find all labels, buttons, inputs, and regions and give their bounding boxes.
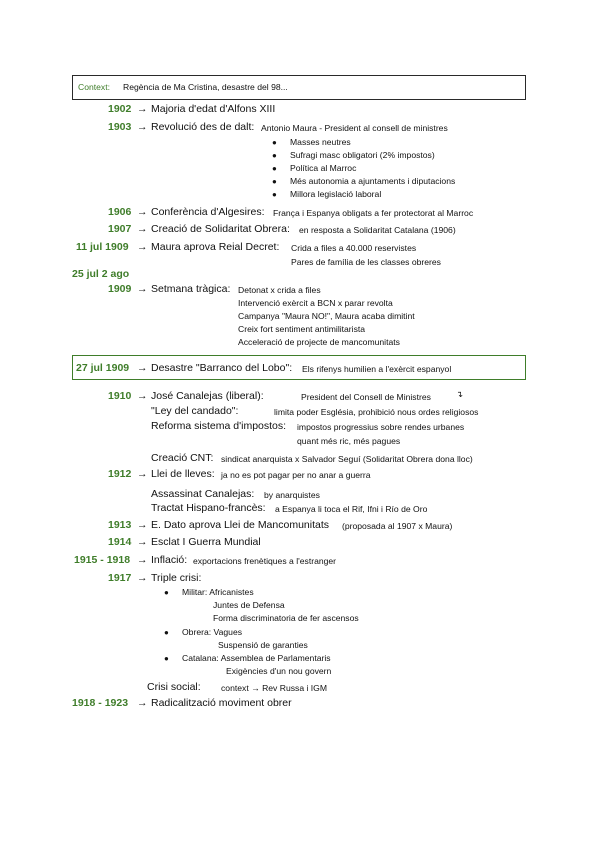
event-heading: Tractat Hispano-francès: xyxy=(151,502,266,514)
event-detail: França i Espanya obligats a fer protectorat al Marroc xyxy=(273,208,474,218)
year-1918-1923: 1918 - 1923 xyxy=(72,697,129,709)
year-11-jul-1909: 11 jul 1909 xyxy=(76,241,129,253)
list-item: Masses neutres xyxy=(290,137,351,147)
year-1914: 1914 xyxy=(108,536,132,548)
event-heading: Llei de lleves: xyxy=(151,468,215,480)
event-detail: en resposta a Solidaritat Catalana (1906) xyxy=(299,225,456,235)
event-heading: Assassinat Canalejas: xyxy=(151,488,255,500)
year-1903: 1903 xyxy=(108,121,132,133)
event-detail: ja no es pot pagar per no anar a guerra xyxy=(221,470,371,480)
crisis-detail: Suspensió de garanties xyxy=(218,640,308,650)
bullet-icon: ● xyxy=(272,151,277,160)
event-detail: a Espanya li toca el Rif, Ifni i Río de Oro xyxy=(275,504,428,514)
year-27-jul-1909: 27 jul 1909 xyxy=(76,362,130,374)
arrow-icon: → xyxy=(137,223,148,235)
list-item: Detonat x crida a files xyxy=(238,285,321,295)
event-heading: Crisi social: xyxy=(147,681,201,693)
event-heading: Creació de Solidaritat Obrera: xyxy=(151,223,290,235)
crisis-obrera: Obrera: Vagues xyxy=(182,627,243,637)
bullet-icon: ● xyxy=(272,190,277,199)
event-heading: Maura aprova Reial Decret: xyxy=(151,241,280,253)
arrow-icon: → xyxy=(137,390,148,402)
bullet-icon: ● xyxy=(164,654,169,663)
event-detail: limita poder Església, prohibició nous ordes religiosos xyxy=(274,407,479,417)
bullet-icon: ● xyxy=(164,628,169,637)
event-heading: Revolució des de dalt: xyxy=(151,121,255,133)
year-1915-1918: 1915 - 1918 xyxy=(74,554,131,566)
year-1902: 1902 xyxy=(108,103,132,115)
arrow-icon: → xyxy=(137,519,148,531)
arrow-icon: → xyxy=(137,206,148,218)
event-detail: context → Rev Russa i IGM xyxy=(221,683,328,693)
list-item: Millora legislació laboral xyxy=(290,189,382,199)
arrow-icon: → xyxy=(137,121,148,133)
arrow-icon: → xyxy=(137,362,148,374)
crisis-militar: Militar: Africanistes xyxy=(182,587,254,597)
year-1912: 1912 xyxy=(108,468,132,480)
event-heading: Conferència d'Algesires: xyxy=(151,206,265,218)
list-item: Sufragi masc obligatori (2% impostos) xyxy=(290,150,435,160)
arrow-icon: → xyxy=(137,554,148,566)
arrow-icon: → xyxy=(137,468,148,480)
bullet-icon: ● xyxy=(272,177,277,186)
event-detail: exportacions frenètiques a l'estranger xyxy=(193,556,337,566)
bullet-icon: ● xyxy=(164,588,169,597)
list-item: Intervenció exèrcit a BCN x parar revolta xyxy=(238,298,393,308)
arrow-icon: → xyxy=(137,103,148,115)
arrow-icon: → xyxy=(137,241,148,253)
event-heading: E. Dato aprova Llei de Mancomunitats xyxy=(151,519,330,531)
event-detail: Antonio Maura - President al consell de ministres xyxy=(261,123,448,133)
event-heading: Radicalització moviment obrer xyxy=(151,697,292,709)
event-heading: Setmana tràgica: xyxy=(151,283,231,295)
arrow-icon: → xyxy=(137,536,148,548)
event-detail: (proposada al 1907 x Maura) xyxy=(342,521,453,531)
event-heading: Desastre "Barranco del Lobo": xyxy=(151,362,293,374)
bullet-icon: ● xyxy=(272,164,277,173)
year-1910: 1910 xyxy=(108,390,132,402)
event-detail: President del Consell de Ministres xyxy=(301,392,431,402)
event-heading: "Ley del candado": xyxy=(151,405,239,417)
crisis-catalana: Catalana: Assemblea de Parlamentaris xyxy=(182,653,331,663)
event-detail: Pares de família de les classes obreres xyxy=(291,257,441,267)
event-heading: Inflació: xyxy=(151,554,188,566)
bullet-icon: ● xyxy=(272,138,277,147)
date-25-jul-2-ago: 25 jul 2 ago xyxy=(72,268,130,280)
event-detail: sindicat anarquista x Salvador Seguí (Solidaritat Obrera dona lloc) xyxy=(221,454,473,464)
return-arrow-icon: ↴ xyxy=(456,389,464,399)
crisis-detail: Exigències d'un nou govern xyxy=(226,666,332,676)
crisis-detail: Forma discriminatoria de fer ascensos xyxy=(213,613,359,623)
context-label: Context: xyxy=(78,82,111,92)
event-detail: quant més ric, més pagues xyxy=(297,436,401,446)
event-detail: by anarquistes xyxy=(264,490,320,500)
event-heading: José Canalejas (liberal): xyxy=(151,390,264,402)
event-detail: Crida a files a 40.000 reservistes xyxy=(291,243,417,253)
event-detail: impostos progressius sobre rendes urbanes xyxy=(297,422,465,432)
list-item: Campanya "Maura NO!", Maura acaba dimitint xyxy=(238,311,415,321)
event-heading: Triple crisi: xyxy=(151,572,202,584)
list-item: Creix fort sentiment antimilitarista xyxy=(238,324,366,334)
event-heading: Creació CNT: xyxy=(151,452,214,464)
year-1913: 1913 xyxy=(108,519,132,531)
arrow-icon: → xyxy=(137,697,148,709)
crisis-detail: Juntes de Defensa xyxy=(213,600,285,610)
arrow-icon: → xyxy=(137,283,148,295)
list-item: Més autonomia a ajuntaments i diputacions xyxy=(290,176,456,186)
context-text: Regència de Ma Cristina, desastre del 98... xyxy=(123,82,288,92)
arrow-icon: → xyxy=(137,572,148,584)
event-heading: Esclat I Guerra Mundial xyxy=(151,536,261,548)
event-heading: Reforma sistema d'impostos: xyxy=(151,420,287,432)
list-item: Política al Marroc xyxy=(290,163,357,173)
year-1907: 1907 xyxy=(108,223,132,235)
year-1906: 1906 xyxy=(108,206,132,218)
list-item: Acceleració de projecte de mancomunitats xyxy=(238,337,400,347)
year-1909: 1909 xyxy=(108,283,132,295)
event-detail: Els rifenys humilien a l'exèrcit espanyol xyxy=(302,364,452,374)
year-1917: 1917 xyxy=(108,572,132,584)
event-heading: Majoria d'edat d'Alfons XIII xyxy=(151,103,276,115)
